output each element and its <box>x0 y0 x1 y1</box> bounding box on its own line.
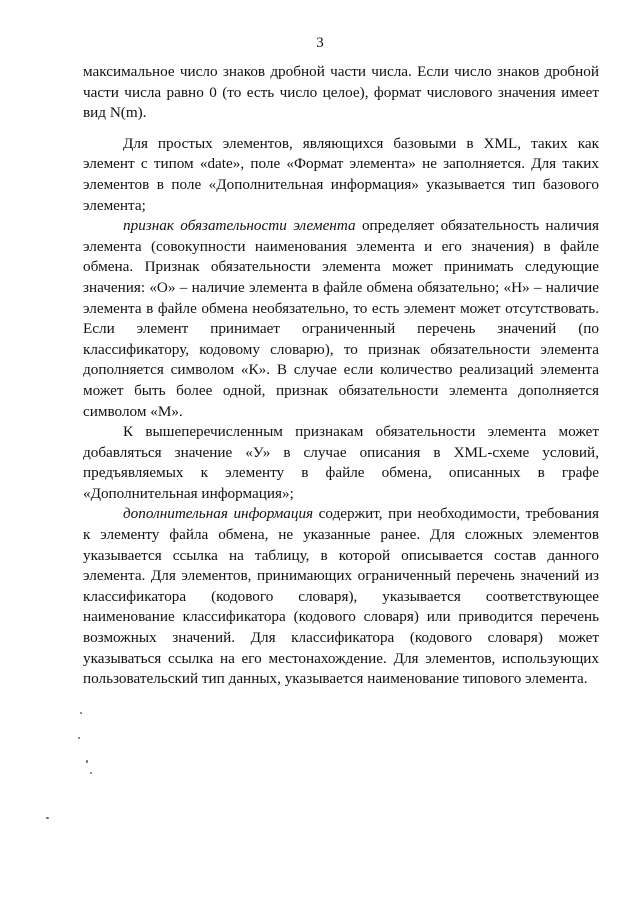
scan-speck <box>78 737 80 739</box>
scan-speck <box>86 760 88 763</box>
scan-speck <box>90 772 92 774</box>
page-number: 3 <box>316 35 324 51</box>
term-mandatory-sign: признак обязательности элемента <box>123 217 356 235</box>
paragraph-mandatory-sign-text: определяет обязательность наличия элемента (совокупности наименования элемента и его значения) в файле обмена. Признак обязательности элемента может принимать следующие значения: «О» – наличие элемента в файле обмена обязательно; «Н» – наличие элемента в файле обмена необязательно, то есть элемент может отсутствовать. Если элемент принимает ограниченный перечень значений (по классификатору, кодовому словарю), то признак обязательности элемента дополняется символом «К». В случае если количество реализаций элемента может быть более одной, признак обязательности элемента дополняется символом «М». <box>83 217 599 420</box>
paragraph-additional-info <box>83 504 599 689</box>
paragraph-additional-info-text: содержит, при необходимости, требования к элементу файла обмена, не указанные ранее. Для сложных элементов указывается ссылка на таблицу, в которой описывается состав данного элемента. Для элементов, принимающих ограниченный перечень значений из классификатора (кодового словаря), указывается соответствующее наименование классификатора (кодового словаря) или приводится перечень возможных значений. Для классификатора (кодового словаря) может указываться ссылка на его местонахождение. Для элементов, использующих пользовательский тип данных, указывается наименование типового элемента. <box>83 505 599 688</box>
paragraph-number-format: максимальное число знаков дробной части числа. Если число знаков дробной части числа равно 0 (то есть число целое), формат числового значения имеет вид N(m). <box>83 63 599 122</box>
document-body <box>83 62 599 690</box>
scan-speck <box>46 817 49 819</box>
scan-speck <box>80 712 82 714</box>
paragraph-additional-value: К вышеперечисленным признакам обязательности элемента может добавляться значение «У» в случае описания в XML-схеме условий, предъявляемых к элементу в файле обмена, описанных в графе «Дополнительная информация»; <box>83 423 599 502</box>
paragraph-mandatory-sign <box>83 216 599 422</box>
term-additional-info: дополнительная информация <box>123 505 314 523</box>
paragraph-simple-elements: Для простых элементов, являющихся базовыми в XML, таких как элемент с типом «date», поле «Формат элемента» не заполняется. Для таких элементов в поле «Дополнительная информация» указывается тип базового элемента; <box>83 134 599 214</box>
